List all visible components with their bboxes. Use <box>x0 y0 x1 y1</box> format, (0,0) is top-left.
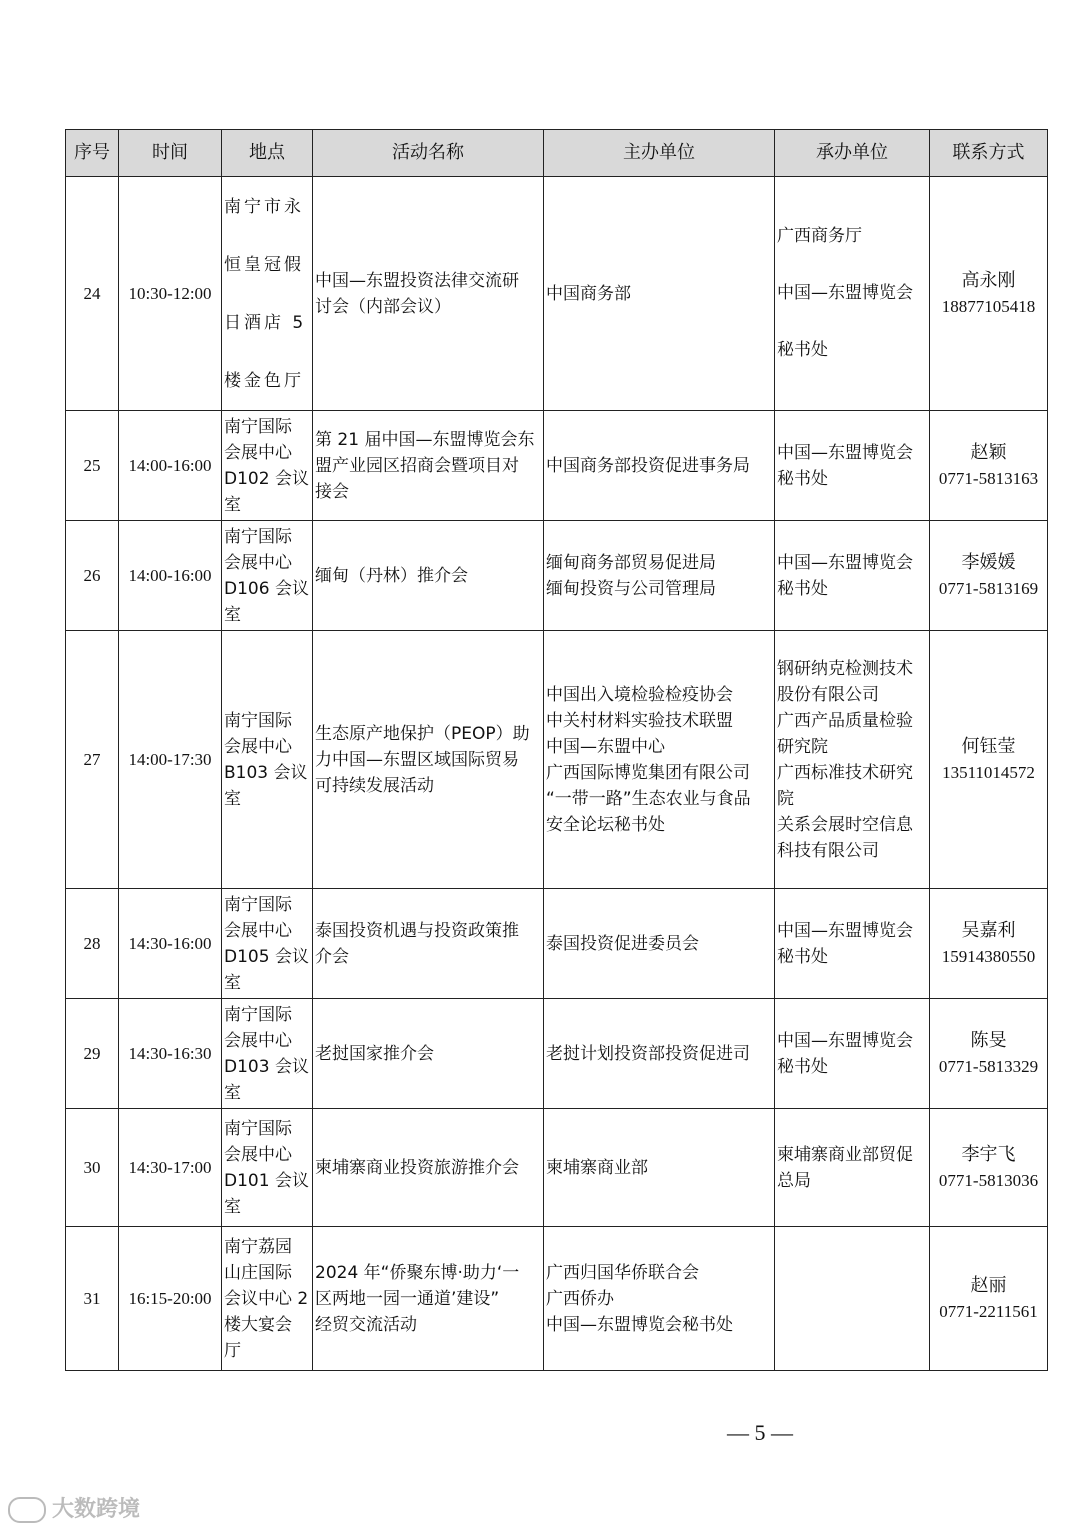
cell-line: D102 会议 <box>224 468 309 489</box>
cell-organizer <box>775 177 930 411</box>
cell-line: 室 <box>224 604 241 625</box>
cell-contact <box>930 177 1048 411</box>
cell-time: 14:00-17:30 <box>119 631 222 889</box>
cell-host <box>544 631 775 889</box>
cell-line: 中关村材料实验技术联盟 <box>546 710 733 731</box>
cell-line: 中国出入境检验检疫协会 <box>546 684 733 705</box>
cell-line: 厅 <box>224 1340 241 1361</box>
contact-name: 赵丽 <box>970 1274 1007 1296</box>
cell-activity <box>313 1109 544 1227</box>
header-contact: 联系方式 <box>930 130 1048 177</box>
watermark-logo-icon <box>8 1497 46 1523</box>
cell-line: 中国—东盟中心 <box>546 736 665 757</box>
contact-phone: 0771-5813169 <box>938 578 1039 598</box>
cell-activity <box>313 889 544 999</box>
cell-line: 会展中心 <box>224 736 292 757</box>
contact-name: 李媛媛 <box>961 551 1016 573</box>
contact-name: 吴嘉利 <box>961 919 1016 941</box>
cell-host <box>544 521 775 631</box>
cell-line: 广西归国华侨联合会 <box>546 1262 699 1283</box>
header-organizer: 承办单位 <box>775 130 930 177</box>
cell-line: 秘书处 <box>777 1056 828 1077</box>
cell-line: 研究院 <box>777 736 828 757</box>
cell-host <box>544 889 775 999</box>
cell-line: 广西商务厅 <box>777 226 862 246</box>
cell-line: D105 会议 <box>224 946 309 967</box>
cell-line: 中国—东盟投资法律交流研 <box>315 270 519 291</box>
cell-contact <box>930 1109 1048 1227</box>
cell-contact <box>930 999 1048 1109</box>
cell-line: 会展中心 <box>224 1144 292 1165</box>
cell-line: 楼大宴会 <box>224 1314 292 1335</box>
cell-organizer <box>775 411 930 521</box>
cell-no: 29 <box>66 999 119 1109</box>
cell-no: 28 <box>66 889 119 999</box>
cell-organizer <box>775 1109 930 1227</box>
cell-line: 股份有限公司 <box>777 684 879 705</box>
table-row <box>66 889 1048 999</box>
cell-activity <box>313 1227 544 1371</box>
cell-time: 10:30-12:00 <box>119 177 222 411</box>
cell-line: 日酒店 5 <box>224 312 307 333</box>
cell-venue <box>222 1109 313 1227</box>
cell-line: 缅甸投资与公司管理局 <box>546 578 716 599</box>
cell-venue <box>222 1227 313 1371</box>
schedule-table <box>65 129 1048 1371</box>
cell-contact <box>930 889 1048 999</box>
header-host: 主办单位 <box>544 130 775 177</box>
cell-line: 山庄国际 <box>224 1262 292 1283</box>
cell-line: 会展中心 <box>224 1030 292 1051</box>
cell-organizer <box>775 521 930 631</box>
cell-activity <box>313 631 544 889</box>
table-row <box>66 177 1048 411</box>
cell-line: 中国—东盟博览会 <box>777 552 913 573</box>
cell-line: “一带一路”生态农业与食品 <box>546 788 751 809</box>
cell-venue <box>222 521 313 631</box>
cell-contact <box>930 411 1048 521</box>
cell-contact <box>930 521 1048 631</box>
contact-phone: 0771-5813329 <box>938 1056 1039 1076</box>
cell-venue <box>222 631 313 889</box>
contact-name: 李宇飞 <box>961 1143 1016 1165</box>
cell-line: 会展中心 <box>224 442 292 463</box>
table-row <box>66 1109 1048 1227</box>
cell-line: 会展中心 <box>224 552 292 573</box>
cell-organizer <box>775 631 930 889</box>
cell-line: 室 <box>224 972 241 993</box>
cell-line: 钢研纳克检测技术 <box>777 658 913 679</box>
cell-line: 缅甸（丹林）推介会 <box>315 565 468 586</box>
cell-line: 南宁国际 <box>224 1118 292 1139</box>
cell-line: B103 会议 <box>224 762 308 783</box>
cell-line: 中国—东盟博览会 <box>777 442 913 463</box>
cell-no: 24 <box>66 177 119 411</box>
cell-activity <box>313 411 544 521</box>
cell-line: 科技有限公司 <box>777 840 879 861</box>
cell-line: 南宁国际 <box>224 416 292 437</box>
cell-line: D101 会议 <box>224 1170 309 1191</box>
cell-line: 泰国投资机遇与投资政策推 <box>315 920 519 941</box>
contact-phone: 0771-5813163 <box>938 468 1039 488</box>
cell-line: 会议中心 2 <box>224 1288 309 1309</box>
header-activity: 活动名称 <box>313 130 544 177</box>
cell-line: 安全论坛秘书处 <box>546 814 665 835</box>
cell-line: 2024 年“侨聚东博·助力‘一 <box>315 1262 520 1283</box>
cell-organizer <box>775 999 930 1109</box>
cell-line: 南宁市永 <box>224 196 304 217</box>
cell-line: 介会 <box>315 946 349 967</box>
cell-line: 可持续发展活动 <box>315 775 434 796</box>
cell-no: 27 <box>66 631 119 889</box>
cell-host <box>544 1227 775 1371</box>
table-row <box>66 631 1048 889</box>
cell-line: D103 会议 <box>224 1056 309 1077</box>
cell-line: 广西侨办 <box>546 1288 614 1309</box>
cell-line: 广西产品质量检验 <box>777 710 913 731</box>
header-row <box>66 130 1048 177</box>
cell-no: 31 <box>66 1227 119 1371</box>
cell-line: 南宁国际 <box>224 710 292 731</box>
cell-venue <box>222 177 313 411</box>
header-time: 时间 <box>119 130 222 177</box>
contact-name: 赵颖 <box>970 441 1007 463</box>
cell-line: 楼金色厅 <box>224 370 304 391</box>
contact-phone: 0771-2211561 <box>939 1301 1038 1321</box>
cell-no: 30 <box>66 1109 119 1227</box>
contact-phone: 0771-5813036 <box>938 1170 1039 1190</box>
cell-line: 中国—东盟博览会 <box>777 283 913 303</box>
cell-line: 恒皇冠假 <box>224 254 304 275</box>
cell-line: 盟产业园区招商会暨项目对 <box>315 455 519 476</box>
cell-venue <box>222 411 313 521</box>
page-number: — 5 — <box>727 1420 793 1445</box>
cell-time: 14:00-16:00 <box>119 521 222 631</box>
cell-line: 广西标准技术研究 <box>777 762 913 783</box>
table-row <box>66 1227 1048 1371</box>
contact-name: 高永刚 <box>961 269 1016 291</box>
cell-line: 柬埔寨商业投资旅游推介会 <box>315 1157 519 1178</box>
cell-line: 院 <box>777 788 794 809</box>
cell-line: 接会 <box>315 481 349 502</box>
cell-host <box>544 999 775 1109</box>
cell-line: 老挝计划投资部投资促进司 <box>546 1043 750 1064</box>
cell-line: 第 21 届中国—东盟博览会东 <box>315 429 535 450</box>
cell-line: 室 <box>224 494 241 515</box>
cell-line: 生态原产地保护（PEOP）助 <box>315 723 530 744</box>
cell-organizer <box>775 889 930 999</box>
cell-activity <box>313 521 544 631</box>
cell-line: 讨会（内部会议） <box>315 296 451 317</box>
cell-line: 中国—东盟博览会 <box>777 1030 913 1051</box>
cell-host <box>544 411 775 521</box>
cell-contact <box>930 1227 1048 1371</box>
cell-line: 秘书处 <box>777 468 828 489</box>
cell-organizer <box>775 1227 930 1371</box>
cell-line: 广西国际博览集团有限公司 <box>546 762 750 783</box>
cell-line: 会展中心 <box>224 920 292 941</box>
cell-activity <box>313 177 544 411</box>
cell-line: 区两地一园一通道’建设” <box>315 1288 500 1309</box>
cell-line: 南宁荔园 <box>224 1236 292 1257</box>
cell-time: 14:00-16:00 <box>119 411 222 521</box>
cell-venue <box>222 999 313 1109</box>
cell-line: 关系会展时空信息 <box>777 814 913 835</box>
cell-host <box>544 177 775 411</box>
cell-line: D106 会议 <box>224 578 309 599</box>
contact-name: 陈旻 <box>970 1029 1007 1051</box>
cell-line: 秘书处 <box>777 946 828 967</box>
header-no: 序号 <box>66 130 119 177</box>
contact-name: 何钰莹 <box>961 735 1016 757</box>
cell-line: 南宁国际 <box>224 526 292 547</box>
cell-no: 25 <box>66 411 119 521</box>
header-venue: 地点 <box>222 130 313 177</box>
cell-time: 14:30-16:30 <box>119 999 222 1109</box>
cell-line: 南宁国际 <box>224 894 292 915</box>
cell-line: 室 <box>224 788 241 809</box>
cell-line: 室 <box>224 1196 241 1217</box>
cell-line: 缅甸商务部贸易促进局 <box>546 552 716 573</box>
cell-line: 中国商务部 <box>546 283 631 304</box>
watermark <box>8 1492 140 1523</box>
cell-line: 南宁国际 <box>224 1004 292 1025</box>
watermark-text: 大数跨境 <box>52 1497 141 1522</box>
cell-line: 中国—东盟博览会 <box>777 920 913 941</box>
cell-line: 秘书处 <box>777 578 828 599</box>
cell-time: 14:30-16:00 <box>119 889 222 999</box>
cell-host <box>544 1109 775 1227</box>
cell-line: 柬埔寨商业部 <box>546 1157 648 1178</box>
table-row <box>66 521 1048 631</box>
cell-line: 泰国投资促进委员会 <box>546 933 699 954</box>
cell-time: 14:30-17:00 <box>119 1109 222 1227</box>
cell-time: 16:15-20:00 <box>119 1227 222 1371</box>
cell-no: 26 <box>66 521 119 631</box>
cell-line: 中国商务部投资促进事务局 <box>546 455 750 476</box>
contact-phone: 13511014572 <box>942 762 1035 782</box>
cell-line: 经贸交流活动 <box>315 1314 417 1335</box>
table-row <box>66 411 1048 521</box>
cell-venue <box>222 889 313 999</box>
cell-contact <box>930 631 1048 889</box>
cell-line: 总局 <box>777 1170 811 1191</box>
contact-phone: 18877105418 <box>941 296 1036 316</box>
cell-line: 中国—东盟博览会秘书处 <box>546 1314 733 1335</box>
cell-line: 力中国—东盟区域国际贸易 <box>315 749 519 770</box>
cell-line: 秘书处 <box>777 340 828 360</box>
cell-activity <box>313 999 544 1109</box>
contact-phone: 15914380550 <box>941 946 1036 966</box>
table-row <box>66 999 1048 1109</box>
cell-line: 室 <box>224 1082 241 1103</box>
cell-line: 老挝国家推介会 <box>315 1043 434 1064</box>
cell-line: 柬埔寨商业部贸促 <box>777 1144 913 1165</box>
